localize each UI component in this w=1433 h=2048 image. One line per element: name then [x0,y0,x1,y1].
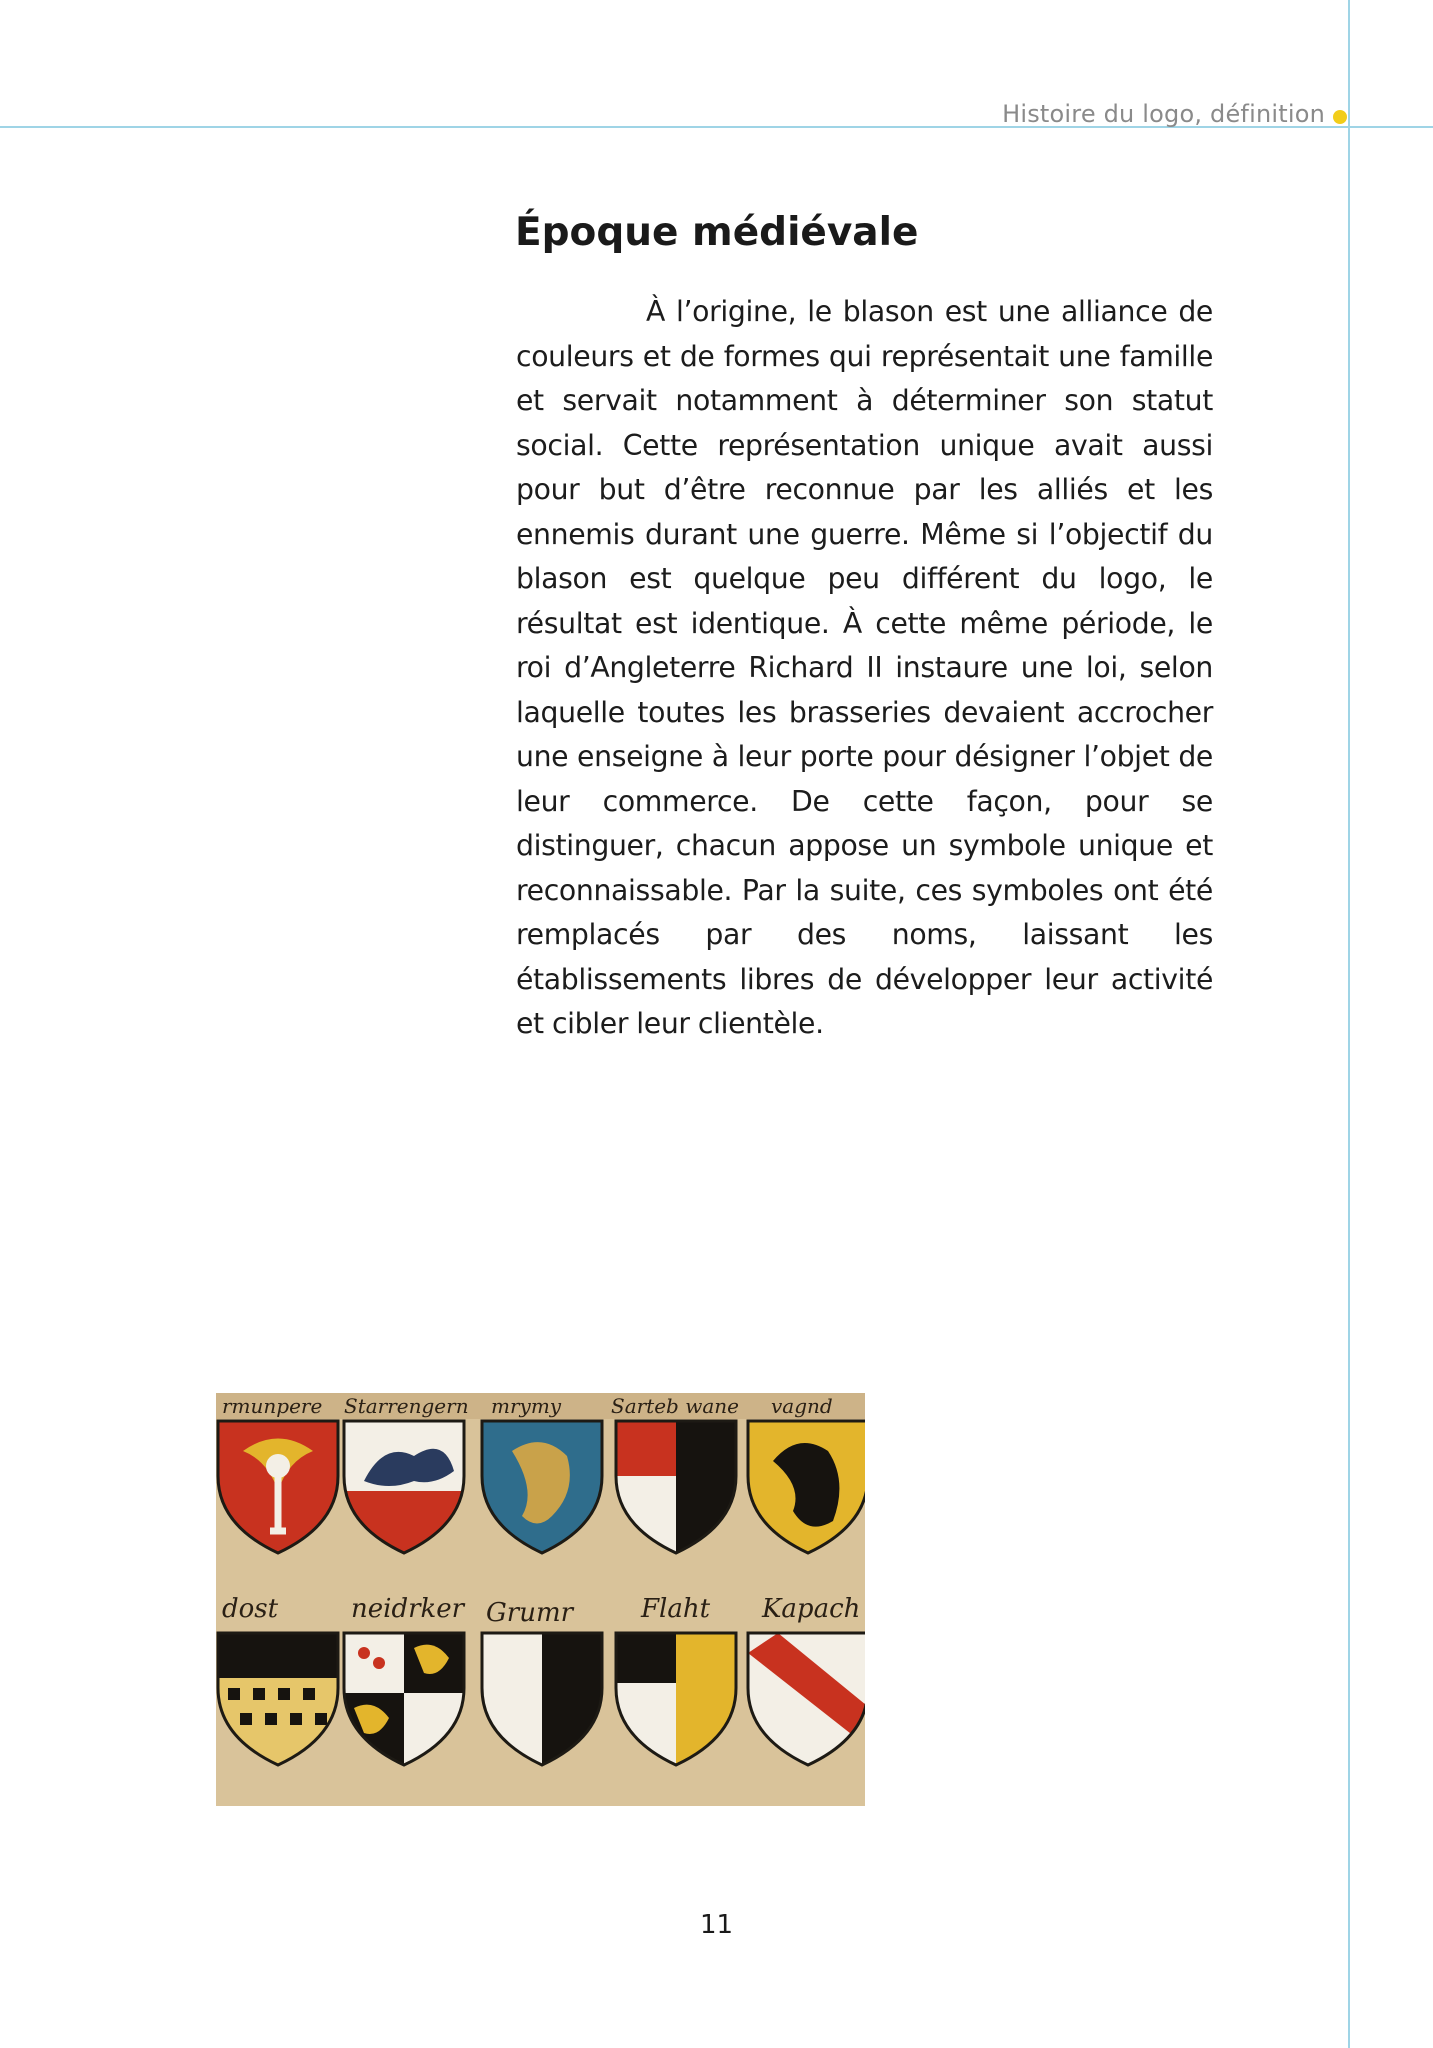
section-title: Époque médiévale [515,210,919,255]
shield-label: Flaht [641,1594,711,1624]
shield-label: Grumr [486,1598,574,1628]
running-header: Histoire du logo, définition [1002,100,1325,128]
body-paragraph: À l’origine, le blason est une alliance de couleurs et de formes qui représentait une famille et servait notamment à déterminer son statut social. Cette représentation unique avait aussi pour but d’être reconnue par les alliés et les ennemis durant une guerre. Même si l’objectif du blason est quelque peu différent du logo, le résultat est identique. À cette même période, le roi d’Angleterre Richard II instaure une loi, selon laquelle toutes les brasseries devaient accrocher une enseigne à leur porte pour désigner l’objet de leur commerce. De cette façon, pour se distinguer, chacun appose un symbole unique et reconnaissable. Par la suite, ces symboles ont été remplacés par des noms, laissant les établissements libres de développer leur activité et cibler leur clientèle. [516,295,1213,1040]
header-accent-dot [1333,110,1347,124]
heraldry-illustration [216,1393,865,1806]
margin-guide-line [1348,0,1350,2048]
shield-label: Kapach [762,1594,861,1624]
svg-text:mrymy: mrymy [491,1394,562,1418]
svg-text:vagnd: vagnd [771,1394,833,1418]
page-number: 11 [699,1910,734,1940]
svg-text:Sarteb wane: Sarteb wane [611,1394,739,1418]
shield-label: dost [222,1594,279,1624]
shield-label: neidrker [351,1594,465,1624]
svg-text:rmunpere: rmunpere [222,1394,323,1418]
svg-text:Starrengern: Starrengern [344,1394,469,1418]
